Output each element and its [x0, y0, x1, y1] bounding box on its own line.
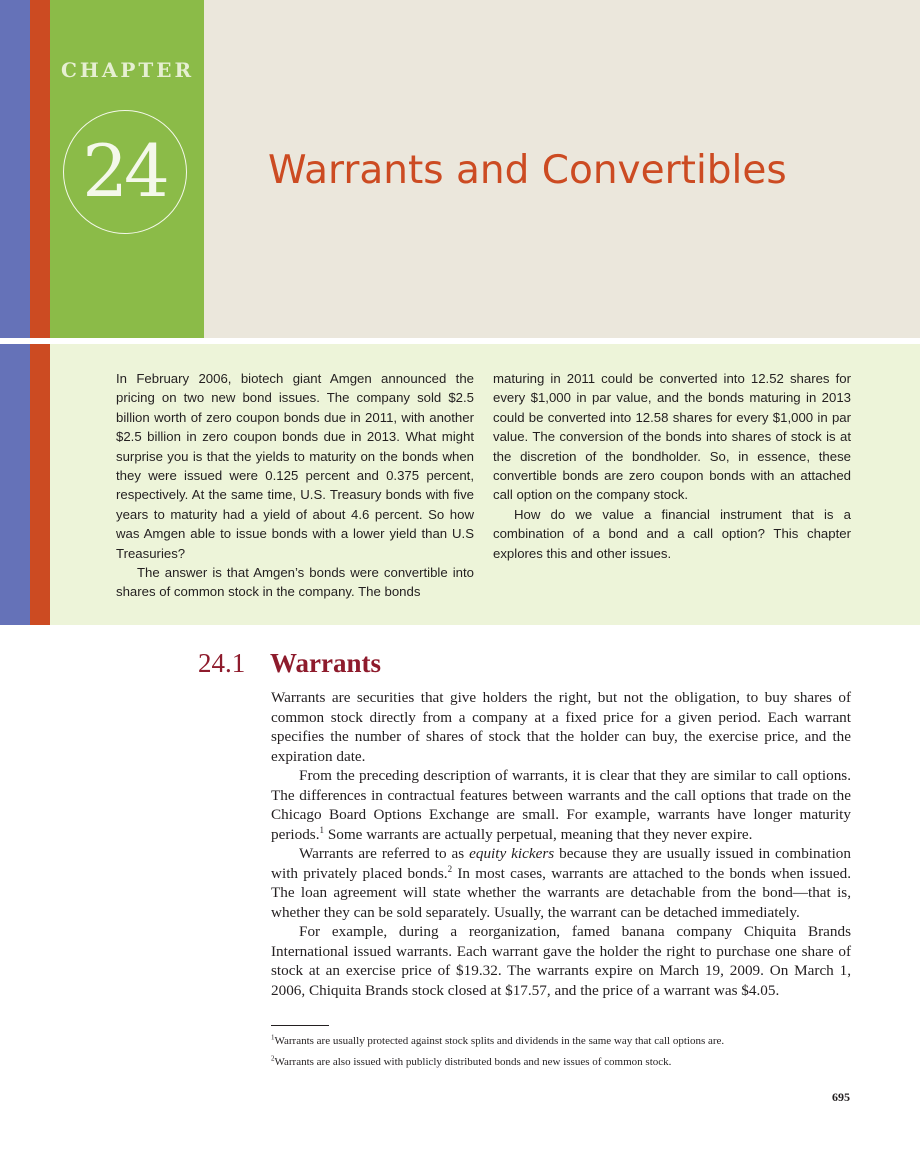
chapter-number: 24 — [82, 129, 166, 213]
key-term: equity kickers — [469, 845, 555, 862]
intro-column-right — [493, 369, 851, 563]
footnote-text: Warrants are usually protected against stock splits and dividends in the same way that call options are. — [274, 1035, 725, 1047]
footnote-rule — [271, 1025, 329, 1026]
body-text-run: From the preceding description of warrants, it is clear that they are similar to call options. The differences in contractual features between warrants and the call options that trade on the Chicago Board Options Exchange are small. For example, warrants have longer maturity periods. — [271, 767, 851, 843]
intro-paragraph: In February 2006, biotech giant Amgen announced the pricing on two new bond issues. The company sold $2.5 billion worth of zero coupon bonds due in 2011, with another $2.5 billion in zero coupon bonds due in 2013. What might surprise you is that the yields to maturity on the bonds when they were issued were 0.125 percent and 0.375 percent, respectively. At the same time, U.S. Treasury bonds with five years to maturity had a yield of about 4.6 percent. So how was Amgen able to issue bonds with a lower yield than U.S Treasuries? — [116, 371, 474, 561]
section-number: 24.1 — [198, 648, 246, 678]
left-blue-stripe — [0, 0, 30, 625]
intro-paragraph: The answer is that Amgen’s bonds were convertible into shares of common stock in the company. The bonds — [116, 565, 474, 600]
body-paragraph — [271, 844, 851, 922]
page-number: 695 — [832, 1090, 850, 1104]
left-red-stripe — [30, 0, 50, 625]
footnote — [271, 1052, 851, 1073]
intro-paragraph: How do we value a financial instrument that is a combination of a bond and a call option? This chapter explores this and other issues. — [493, 506, 851, 561]
footnotes — [271, 1031, 851, 1073]
body-paragraph: Warrants are securities that give holders the right, but not the obligation, to buy shares of common stock directly from a company at a fixed price for a given period. Each warrant specifies the number of shares of stock that the holder can buy, the exercise price, and the expiration date. — [271, 689, 851, 765]
footnote-text: Warrants are also issued with publicly distributed bonds and new issues of common stock. — [274, 1056, 672, 1068]
body-text-run: because they are usually issued in combination with privately placed bonds. — [271, 845, 851, 882]
section-title: Warrants — [270, 648, 381, 678]
stripe-divider — [0, 338, 50, 344]
footnote-mark: 2 — [271, 1054, 275, 1063]
footnote-mark: 1 — [271, 1033, 275, 1042]
body-paragraph — [271, 766, 851, 844]
footnote — [271, 1031, 851, 1052]
body-text-run: In most cases, warrants are attached to the bonds when issued. The loan agreement will state whether the warrants are detachable from the bond—that is, whether they can be sold separately. Usually, the warrant can be detached immediately. — [271, 864, 851, 921]
footnote-ref[interactable]: 2 — [447, 863, 453, 874]
intro-paragraph: maturing in 2011 could be converted into 12.52 shares for every $1,000 in par value, and the bonds maturing in 2013 could be converted into 12.58 shares for every $1,000 in par value. The conversion of the bonds into shares of stock is at the discretion of the bondholder. So, in essence, these convertible bonds are zero coupon bonds with an attached call option on the company stock. — [493, 371, 851, 503]
chapter-title: Warrants and Convertibles — [268, 148, 787, 193]
intro-column-left — [116, 369, 474, 602]
body-paragraph: For example, during a reorganization, famed banana company Chiquita Brands International issued warrants. Each warrant gave the holder the right to purchase one share of stock at an exercise price of $19.32. The warrants expire on March 19, 2009. On March 1, 2006, Chiquita Brands stock closed at $17.57, and the price of a warrant was $4.05. — [271, 923, 851, 999]
section-body — [271, 688, 851, 1000]
footnote-ref[interactable]: 1 — [319, 824, 325, 835]
body-text-run: Some warrants are actually perpetual, meaning that they never expire. — [324, 825, 753, 843]
body-text-run: Warrants are referred to as — [299, 845, 470, 862]
chapter-label: CHAPTER — [61, 58, 195, 82]
